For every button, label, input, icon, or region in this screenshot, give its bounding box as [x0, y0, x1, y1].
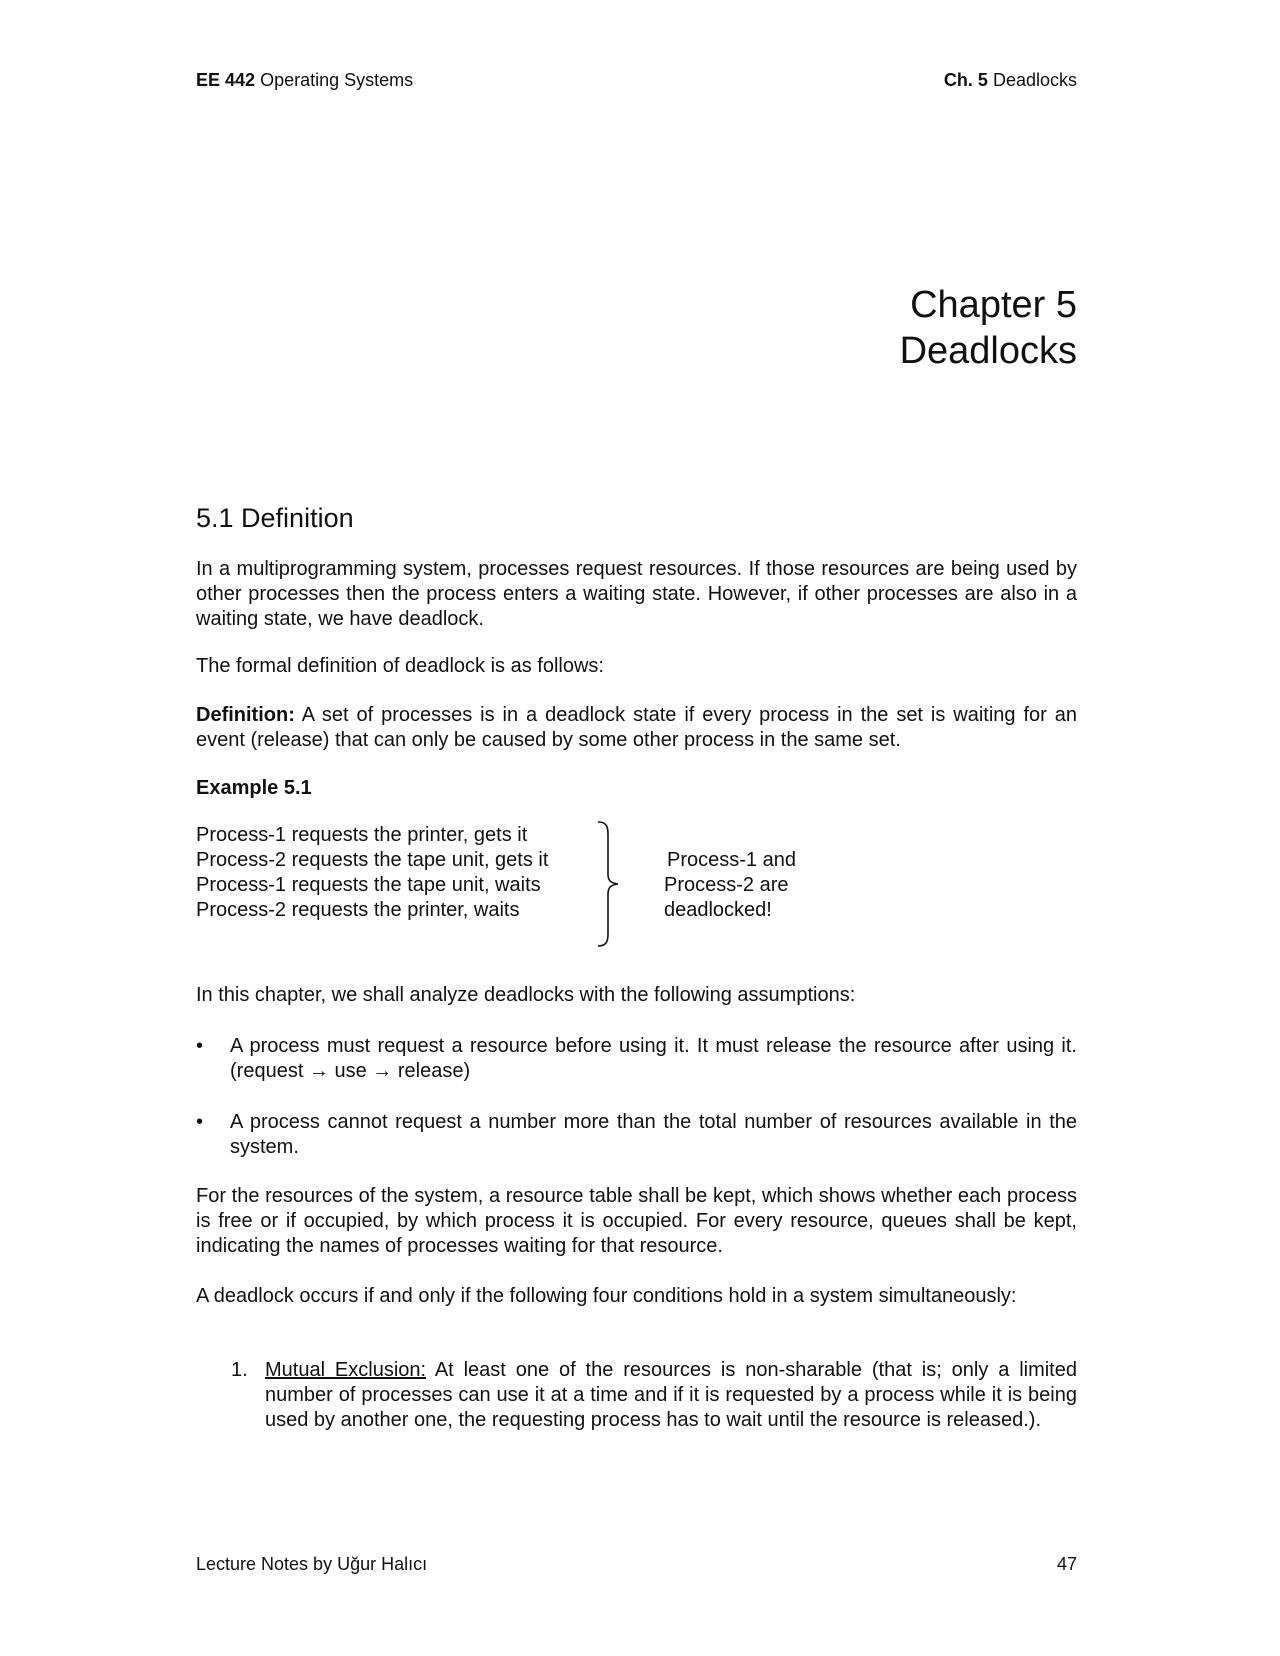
course-code: EE 442 — [196, 70, 256, 90]
header-chapter — [944, 70, 1077, 91]
chapter-title — [900, 282, 1077, 374]
chapter-name: Deadlocks — [992, 70, 1077, 90]
condition-name: Mutual Exclusion: — [265, 1359, 427, 1381]
example-result-line: Process-2 are — [664, 874, 789, 896]
example-line: Process-1 requests the tape unit, waits — [196, 874, 541, 896]
definition-paragraph — [196, 703, 1077, 753]
example-result-line: Process-1 and — [667, 849, 796, 871]
footer-author: Lecture Notes by Uğur Halıcı — [196, 1554, 428, 1574]
definition-label: Definition: — [196, 704, 295, 726]
bullet-dot: • — [196, 1111, 204, 1133]
section-title: 5.1 Definition — [196, 503, 354, 533]
right-brace-icon — [596, 820, 622, 948]
condition-number: 1. — [231, 1359, 248, 1381]
example-title: Example 5.1 — [196, 777, 312, 799]
bullet-dot: • — [196, 1035, 204, 1057]
chapter-title-line2: Deadlocks — [899, 330, 1077, 372]
course-name: Operating Systems — [260, 70, 414, 90]
page-number: 47 — [1056, 1554, 1077, 1574]
example-result-line: deadlocked! — [664, 899, 772, 921]
resource-table-paragraph: For the resources of the system, a resource table shall be kept, which shows whether each process is free or if occupied, by which process it is occupied. For every resource, queues shall be kept, indicating the names of processes waiting for that resource. — [196, 1185, 1077, 1257]
definition-text: A set of processes is in a deadlock state if every process in the set is waiting for an event (release) that can only be caused by some other process in the same set. — [196, 704, 1077, 751]
assumptions-intro: In this chapter, we shall analyze deadlocks with the following assumptions: — [196, 984, 856, 1006]
conditions-intro: A deadlock occurs if and only if the following four conditions hold in a system simultaneously: — [196, 1285, 1017, 1307]
chapter-code: Ch. 5 — [943, 70, 988, 90]
condition-item — [265, 1358, 1077, 1433]
formal-intro-paragraph: The formal definition of deadlock is as follows: — [196, 655, 604, 677]
header-course — [196, 70, 413, 91]
chapter-title-line1: Chapter 5 — [910, 284, 1077, 326]
example-line: Process-2 requests the tape unit, gets it — [196, 849, 549, 871]
example-line: Process-2 requests the printer, waits — [196, 899, 520, 921]
intro-paragraph: In a multiprogramming system, processes request resources. If those resources are being used by other processes then the process enters a waiting state. However, if other processes are also in a waiting state, we have deadlock. — [196, 558, 1077, 630]
example-line: Process-1 requests the printer, gets it — [196, 824, 528, 846]
condition-text: At least one of the resources is non-sharable (that is; only a limited number of processes can use it at a time and if it is requested by a process while it is being used by another one, the requesting process has to wait until the resource is released.). — [265, 1359, 1077, 1431]
bullet-item: A process must request a resource before using it. It must release the resource after using it. (request → use → release) — [230, 1035, 1077, 1082]
bullet-item: A process cannot request a number more than the total number of resources available in the system. — [230, 1111, 1077, 1158]
